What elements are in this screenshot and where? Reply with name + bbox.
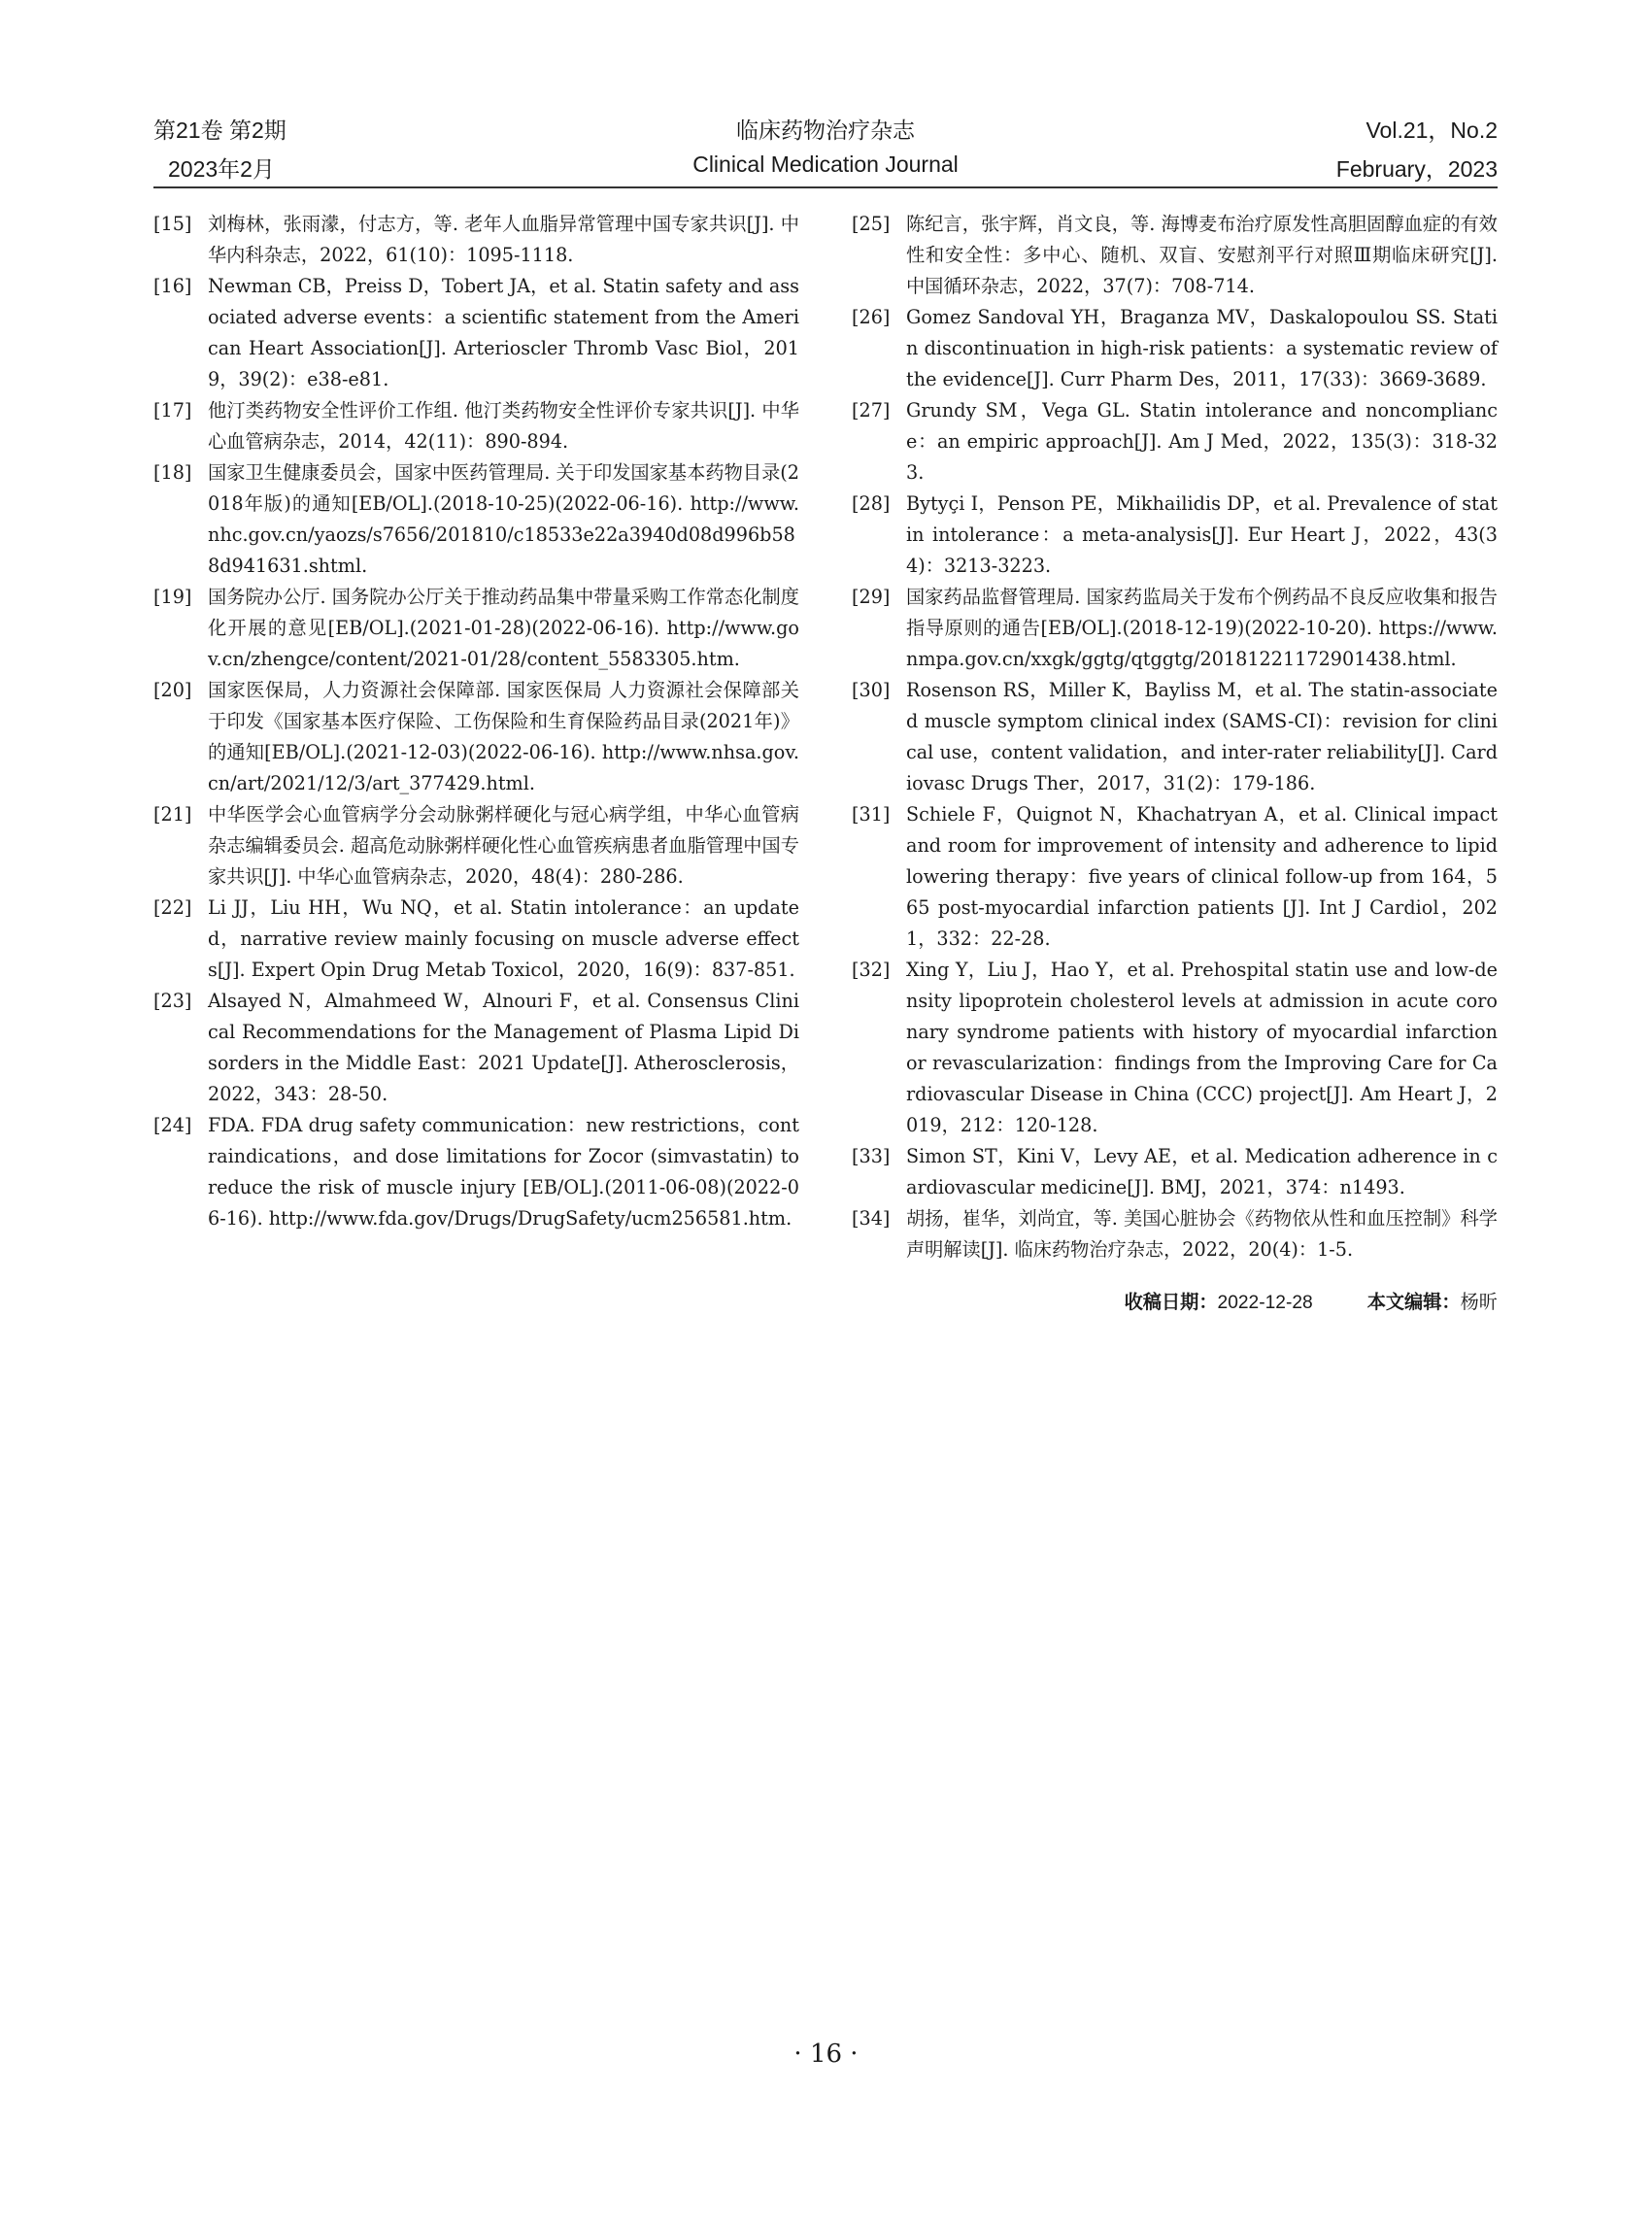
reference-text: 国务院办公厅. 国务院办公厅关于推动药品集中带量采购工作常态化制度化开展的意见[EB/OL].(2021-01-28)(2022-06-16). http://www.gov.cn/zhengce/content/2021-01/28/content_5583305.htm. — [208, 586, 799, 670]
references-right-column — [852, 209, 1498, 1265]
reference-text: Rosenson RS，Miller K，Bayliss M，et al. The statin-associated muscle symptom clinical index (SAMS-CI)：revision for clinical use，content validation，and inter-rater reliability[J]. Cardiovasc Drugs Ther，2017，31(2)：179-186. — [906, 679, 1498, 794]
editor-label: 本文编辑： — [1366, 1293, 1461, 1313]
reference-number: [28] — [852, 492, 891, 515]
editor-name: 杨昕 — [1460, 1293, 1498, 1313]
reference-number: [15] — [153, 213, 192, 235]
reference-number: [33] — [852, 1145, 891, 1167]
reference-item — [153, 1110, 799, 1234]
article-footer — [852, 1288, 1498, 1314]
reference-number: [22] — [153, 896, 192, 919]
reference-number: [29] — [852, 586, 891, 608]
reference-number: [24] — [153, 1114, 192, 1136]
reference-number: [30] — [852, 679, 891, 701]
reference-number: [20] — [153, 679, 192, 701]
reference-text: Li JJ，Liu HH，Wu NQ，et al. Statin intolerance：an updated，narrative review mainly focusing on muscle adverse effects[J]. Expert Opin Drug Metab Toxicol，2020，16(9)：837-851. — [208, 896, 799, 981]
reference-text: 他汀类药物安全性评价工作组. 他汀类药物安全性评价专家共识[J]. 中华心血管病杂志，2014，42(11)：890-894. — [208, 399, 799, 453]
received-date: 2022-12-28 — [1217, 1293, 1313, 1313]
reference-text: Alsayed N，Almahmeed W，Alnouri F，et al. Consensus Clinical Recommendations for the Management of Plasma Lipid Disorders in the Middle East：2021 Update[J]. Atherosclerosis，2022，343：28-50. — [208, 990, 799, 1105]
reference-text: Xing Y，Liu J，Hao Y，et al. Prehospital statin use and low-density lipoprotein cholesterol levels at admission in acute coronary syndrome patients with history of myocardial infarction or revascularization：findings from the Improving Care for Cardiovascular Disease in China (CCC) project[J]. Am Heart J，2019，212：120-128. — [906, 959, 1498, 1136]
reference-item — [153, 675, 799, 799]
reference-item — [852, 395, 1498, 489]
reference-text: Newman CB，Preiss D，Tobert JA，et al. Statin safety and associated adverse events：a scientific statement from the American Heart Association[J]. Arterioscler Thromb Vasc Biol，2019，39(2)：e38-e81. — [208, 275, 799, 390]
reference-number: [25] — [852, 213, 891, 235]
reference-item — [153, 893, 799, 986]
reference-item — [153, 209, 799, 271]
reference-item — [852, 302, 1498, 395]
references-left-column — [153, 209, 799, 1234]
reference-item — [852, 1203, 1498, 1265]
reference-item — [852, 209, 1498, 302]
reference-number: [34] — [852, 1207, 891, 1230]
reference-item — [852, 1141, 1498, 1203]
reference-text: 刘梅林，张雨濛，付志方，等. 老年人血脂异常管理中国专家共识[J]. 中华内科杂志，2022，61(10)：1095-1118. — [208, 213, 799, 266]
reference-text: Grundy SM，Vega GL. Statin intolerance and noncompliance：an empiric approach[J]. Am J Med，2022，135(3)：318-323. — [906, 399, 1498, 484]
reference-item — [153, 986, 799, 1110]
header-date-cn: 2023年2月 — [168, 156, 275, 182]
reference-item — [852, 489, 1498, 582]
reference-number: [27] — [852, 399, 891, 421]
reference-number: [23] — [153, 990, 192, 1012]
reference-number: [21] — [153, 803, 192, 826]
header-journal-cn: 临床药物治疗杂志 — [736, 118, 915, 143]
reference-text: 陈纪言，张宇辉，肖文良，等. 海博麦布治疗原发性高胆固醇血症的有效性和安全性：多中心、随机、双盲、安慰剂平行对照Ⅲ期临床研究[J]. 中国循环杂志，2022，37(7)：708-714. — [906, 213, 1498, 297]
reference-text: 国家医保局，人力资源社会保障部. 国家医保局 人力资源社会保障部关于印发《国家基本医疗保险、工伤保险和生育保险药品目录(2021年)》的通知[EB/OL].(2021-12-03)(2022-06-16). http://www.nhsa.gov.cn/art/2021/12/3/art_377429.html. — [208, 679, 799, 794]
reference-item — [852, 675, 1498, 799]
reference-text: 国家卫生健康委员会，国家中医药管理局. 关于印发国家基本药物目录(2018年版)的通知[EB/OL].(2018-10-25)(2022-06-16). http://www.nhc.gov.cn/yaozs/s7656/201810/c18533e22a3940d08d996b588d941631.shtml. — [208, 461, 799, 577]
header-date-en: February，2023 — [1335, 156, 1498, 182]
reference-item — [153, 582, 799, 675]
reference-item — [852, 799, 1498, 955]
running-header — [153, 109, 1498, 185]
reference-number: [32] — [852, 959, 891, 981]
header-volume-en: Vol.21，No.2 — [1365, 118, 1498, 143]
reference-item — [153, 457, 799, 582]
reference-item — [852, 955, 1498, 1141]
reference-text: Schiele F，Quignot N，Khachatryan A，et al. Clinical impact and room for improvement of intensity and adherence to lipid lowering therapy：five years of clinical follow-up from 164，565 post-myocardial infarction patients [J]. Int J Cardiol，2021，332：22-28. — [906, 803, 1498, 950]
reference-text: Gomez Sandoval YH，Braganza MV，Daskalopoulou SS. Statin discontinuation in high-risk patients：a systematic review of the evidence[J]. Curr Pharm Des，2011，17(33)：3669-3689. — [906, 306, 1498, 390]
reference-text: Simon ST，Kini V，Levy AE，et al. Medication adherence in cardiovascular medicine[J]. BMJ，2021，374：n1493. — [906, 1145, 1498, 1198]
reference-item — [153, 395, 799, 457]
reference-text: Bytyçi I，Penson PE，Mikhailidis DP，et al. Prevalence of statin intolerance：a meta-analysis[J]. Eur Heart J，2022，43(34)：3213-3223. — [906, 492, 1498, 577]
header-journal-en: Clinical Medication Journal — [692, 152, 959, 177]
reference-item — [153, 271, 799, 395]
reference-number: [31] — [852, 803, 891, 826]
reference-number: [16] — [153, 275, 192, 297]
header-rule — [153, 186, 1498, 188]
reference-item — [153, 799, 799, 893]
reference-number: [17] — [153, 399, 192, 421]
received-label: 收稿日期： — [1124, 1293, 1218, 1313]
header-volume-issue: 第21卷 第2期 — [153, 118, 287, 143]
reference-text: 胡扬，崔华，刘尚宜，等. 美国心脏协会《药物依从性和血压控制》科学声明解读[J]. 临床药物治疗杂志，2022，20(4)：1-5. — [906, 1207, 1498, 1261]
reference-number: [26] — [852, 306, 891, 328]
reference-item — [852, 582, 1498, 675]
reference-text: 国家药品监督管理局. 国家药监局关于发布个例药品不良反应收集和报告指导原则的通告[EB/OL].(2018-12-19)(2022-10-20). https://www.nmpa.gov.cn/xxgk/ggtg/qtggtg/20181221172901438.html. — [906, 586, 1498, 670]
page-number: · 16 · — [793, 2040, 859, 2069]
reference-text: FDA. FDA drug safety communication：new restrictions，contraindications，and dose limitations for Zocor (simvastatin) to reduce the risk of muscle injury [EB/OL].(2011-06-08)(2022-06-16). http://www.fda.gov/Drugs/DrugSafety/ucm256581.htm. — [208, 1114, 799, 1230]
reference-number: [19] — [153, 586, 192, 608]
reference-number: [18] — [153, 461, 192, 484]
reference-text: 中华医学会心血管病学分会动脉粥样硬化与冠心病学组，中华心血管病杂志编辑委员会. 超高危动脉粥样硬化性心血管疾病患者血脂管理中国专家共识[J]. 中华心血管病杂志，2020，48(4)：280-286. — [208, 803, 799, 888]
